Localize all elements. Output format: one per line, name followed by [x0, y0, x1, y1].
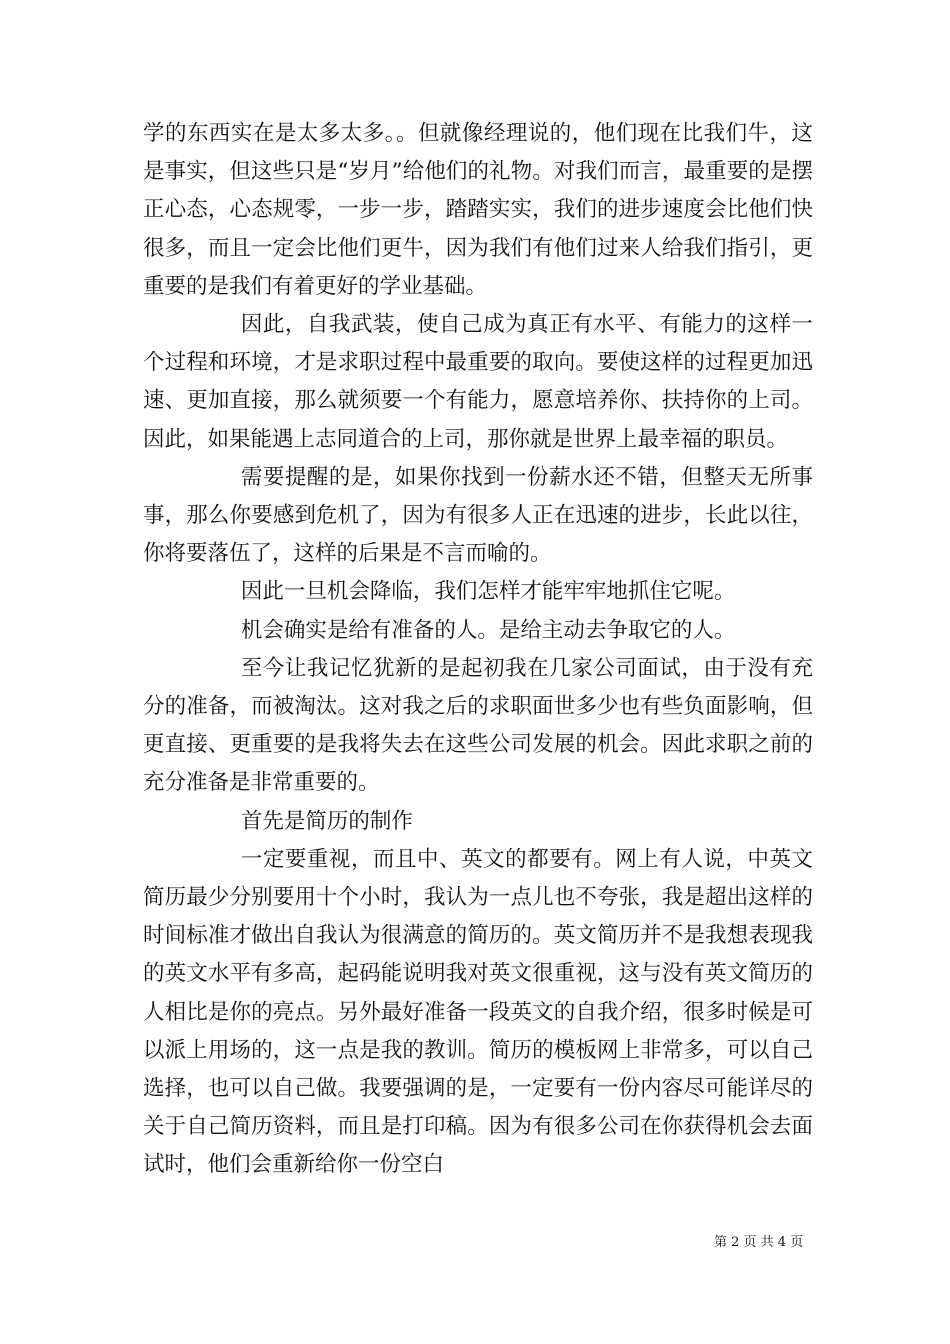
- paragraph-3: 需要提醒的是，如果你找到一份薪水还不错，但整天无所事事，那么你要感到危机了，因为有很多人正在迅速的进步，长此以往，你将要落伍了，这样的后果是不言而喻的。: [143, 464, 813, 567]
- paragraph-8: 一定要重视，而且中、英文的都要有。网上有人说，中英文简历最少分别要用十个小时，我认为一点儿也不夸张，我是超出这样的时间标准才做出自我认为很满意的简历的。英文简历并不是我想表现我的英文水平有多高，起码能说明我对英文很重视，这与没有英文简历的人相比是你的亮点。另外最好准备一段英文的自我介绍，很多时候是可以派上用场的，这一点是我的教训。简历的模板网上非常多，可以自己选择，也可以自己做。我要强调的是，一定要有一份内容尽可能详尽的关于自己简历资料，而且是打印稿。因为有很多公司在你获得机会去面试时，他们会重新给你一份空白: [143, 846, 813, 1178]
- paragraph-4: 因此一旦机会降临，我们怎样才能牢牢地抓住它呢。: [240, 579, 736, 605]
- page-number-footer: 第 2 页 共 4 页: [714, 1235, 804, 1250]
- document-body: [143, 115, 813, 1185]
- paragraph-2: 因此，自我武装，使自己成为真正有水平、有能力的这样一个过程和环境，才是求职过程中最重要的取向。要使这样的过程更加迅速、更加直接，那么就须要一个有能力，愿意培养你、扶持你的上司。因此，如果能遇上志同道合的上司，那你就是世界上最幸福的职员。: [143, 312, 813, 452]
- paragraph-6: 至今让我记忆犹新的是起初我在几家公司面试，由于没有充分的准备，而被淘汰。这对我之后的求职面世多少也有些负面影响，但更直接、更重要的是我将失去在这些公司发展的机会。因此求职之前的充分准备是非常重要的。: [143, 655, 813, 796]
- section-heading-resume: 首先是简历的制作: [240, 808, 413, 834]
- paragraph-1: 学的东西实在是太多太多。。但就像经理说的，他们现在比我们牛，这是事实，但这些只是“岁月”给他们的礼物。对我们而言，最重要的是摆正心态，心态规零，一步一步，踏踏实实，我们的进步速度会比他们快很多，而且一定会比他们更牛，因为我们有他们过来人给我们指引，更重要的是我们有着更好的学业基础。: [143, 121, 813, 299]
- paragraph-5: 机会确实是给有准备的人。是给主动去争取它的人。: [240, 617, 736, 643]
